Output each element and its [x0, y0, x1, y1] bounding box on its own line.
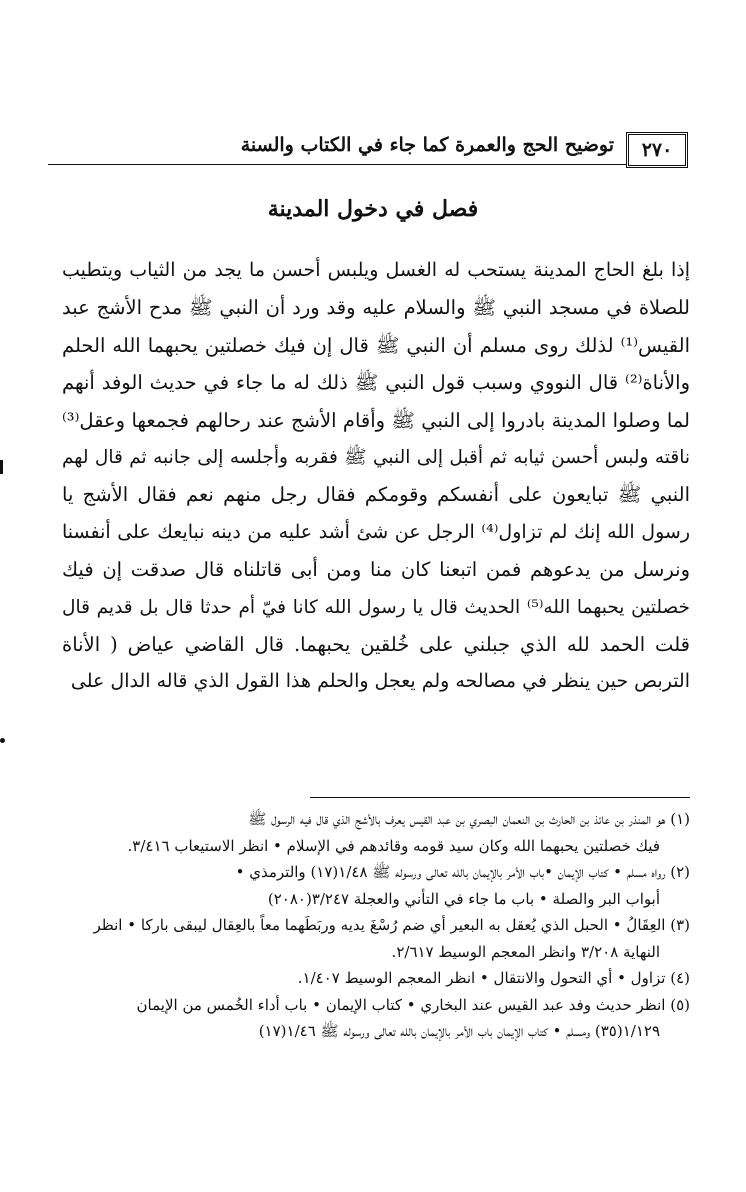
footnote-continuation: أبواب البر والصلة • باب ما جاء في التأني والعجلة ٣/٢٤٧(٢٠٨٠)	[267, 889, 660, 908]
body-line: للصلاة في مسجد النبي ﷺ والسلام عليه وقد ورد أن النبي ﷺ مدح الأشج عبد	[62, 296, 690, 320]
body-line: والأناة⁽²⁾ قال النووي وسبب قول النبي ﷺ ذلك له ما جاء في حديث الوفد أنهم	[62, 371, 690, 395]
header-rule	[48, 164, 626, 165]
body-line: النبي ﷺ تبايعون على أنفسكم وقومكم فقال رجل منهم نعم فقال الأشج يا	[62, 483, 690, 507]
running-title: توضيح الحج والعمرة كما جاء في الكتاب والسنة	[240, 134, 614, 156]
footnote-rule	[310, 797, 690, 798]
footnote: (٢) رواه مسلم • كتاب الإيمان •باب الأمر بالإيمان بالله تعالى ورسوله ﷺ ١/٤٨(١٧) والترمذي •	[235, 863, 690, 881]
footnote-continuation: فيك خصلتين يحبهما الله وكان سيد قومه وقائدهم في الإسلام • انظر الاستيعاب ٣/٤١٦.	[127, 836, 660, 855]
section-title: فصل في دخول المدينة	[267, 196, 479, 222]
body-line: ناقته ولبس أحسن ثيابه ثم أقبل إلى النبي ﷺ فقربه وأجلسه إلى جانبه ثم قال لهم	[62, 446, 690, 468]
body-line: قلت الحمد لله الذي جبلني على خُلقين يحبهما. قال القاضي عياض ( الأناة	[62, 632, 690, 656]
scan-mark	[0, 460, 3, 474]
body-line: لما وصلوا المدينة بادروا إلى النبي ﷺ وأقام الأشج عند رحالهم فجمعها وعقل⁽³⁾	[62, 408, 690, 432]
footnotes	[40, 806, 690, 1045]
scan-mark	[0, 738, 5, 743]
body-text	[62, 252, 690, 701]
footnote: (١) هو المنذر بن عائذ بن الحارث بن النعمان البصري بن عبد القيس يعرف بالأشج الذي قال فيه الرسول ﷺ	[248, 810, 690, 828]
footnote: (٣) العِقَالُ • الحبل الذي يُعقل به البعير أي ضم رُسْغَ يديه وربَطَهما معاً بالعِقال ليبقى باركا • انظر	[93, 916, 690, 934]
body-line: ونرسل من يدعوهم فمن اتبعنا كان منا ومن أبى قاتلناه قال صدقت إن فيك	[62, 558, 690, 582]
footnote-continuation: النهاية ٣/٢٠٨ وانظر المعجم الوسيط ٢/٦١٧.	[391, 942, 660, 961]
page-number: ٢٧٠	[626, 132, 688, 168]
body-line: رسول الله إنك لم تزاول⁽⁴⁾ الرجل عن شئ أشد عليه من دينه نبايعك على أنفسنا	[62, 520, 690, 543]
body-line: التربص حين ينظر في مصالحه ولم يعجل والحلم هذا القول الذي قاله الدال على	[70, 670, 690, 693]
body-line: خصلتين يحبهما الله⁽⁵⁾ الحديث قال يا رسول الله كانا فيّ أم حدثا قال بل قديم قال	[62, 596, 690, 618]
body-line: القيس⁽¹⁾ لذلك روى مسلم أن النبي ﷺ قال إن فيك خصلتين يحبهما الله الحلم	[62, 333, 690, 357]
body-line: إذا بلغ الحاج المدينة يستحب له الغسل ويلبس أحسن ما يجد من الثياب ويتطيب	[62, 259, 690, 281]
footnote: (٥) انظر حديث وفد عبد القيس عند البخاري • كتاب الإيمان • باب أداء الخُمس من الإيمان	[136, 995, 690, 1014]
footnote: (٤) تزاول • أي التحول والانتقال • انظر المعجم الوسيط ١/٤٠٧.	[297, 969, 690, 987]
footnote-continuation: ١/١٢٩(٣٥) ومسلم • كتاب الإيمان باب الأمر بالإيمان بالله تعالى ورسوله ﷺ ١/٤٦(١٧)	[258, 1022, 660, 1040]
running-header	[48, 132, 688, 168]
